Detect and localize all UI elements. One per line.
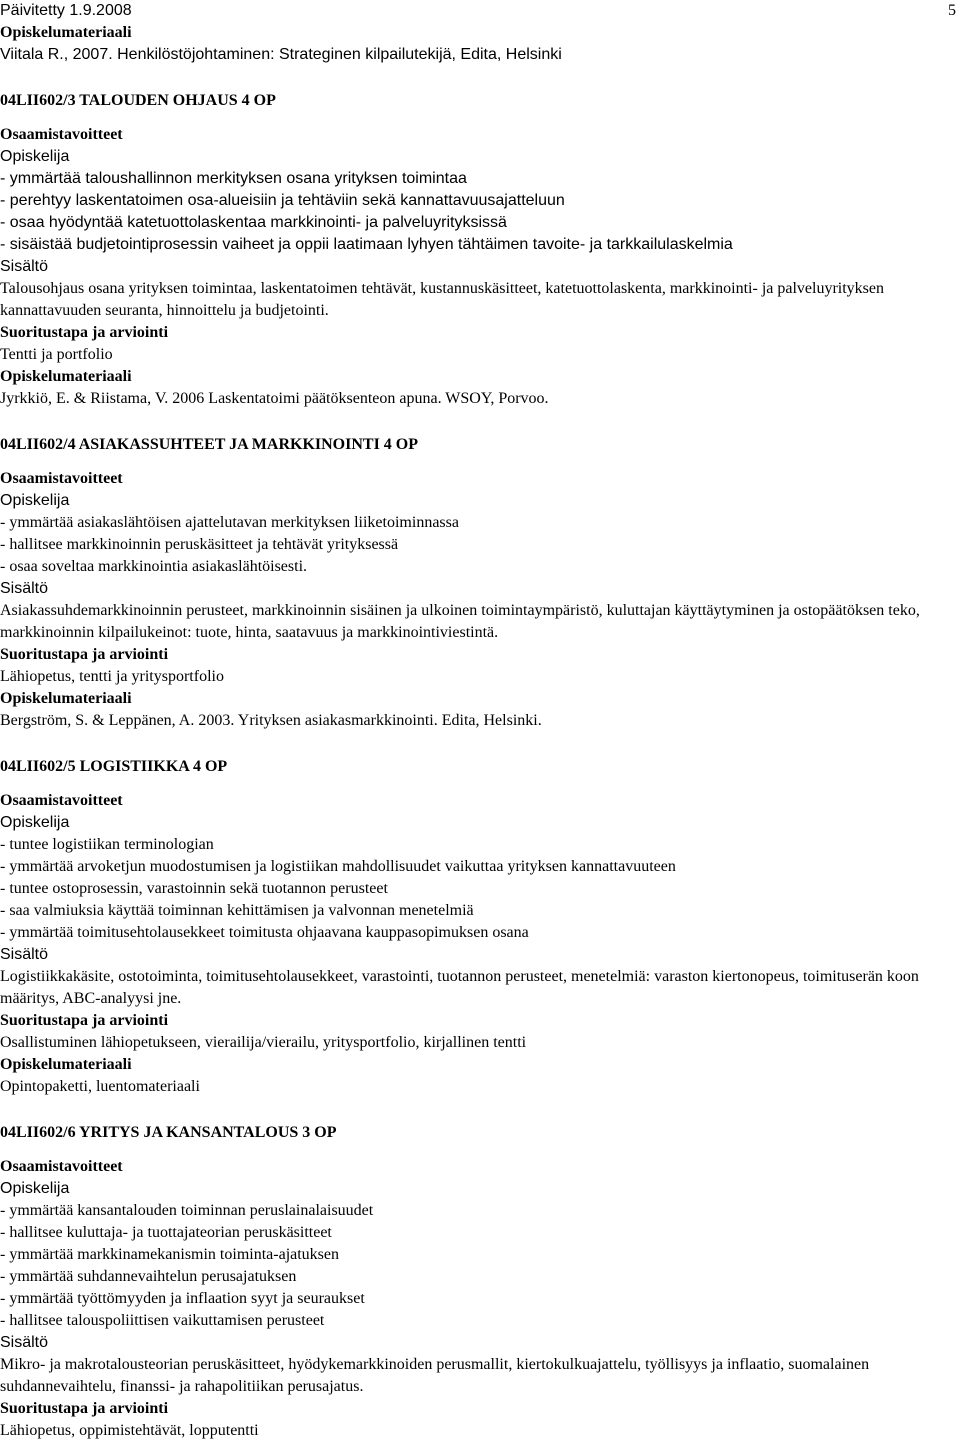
goals-list bbox=[0, 512, 960, 578]
goal-item: - hallitsee kuluttaja- ja tuottajateorian peruskäsitteet bbox=[0, 1224, 332, 1241]
material-label: Opiskelumateriaali bbox=[0, 1056, 132, 1073]
content-text: Logistiikkakäsite, ostotoiminta, toimitusehtolausekkeet, varastointi, tuotannon perusteet, menetelmiä: varaston kiertonopeus, toimituserän koon määritys, ABC-analyysi jne. bbox=[0, 968, 919, 1007]
course-section bbox=[0, 756, 960, 1098]
goal-item: - ymmärtää asiakaslähtöisen ajattelutavan merkityksen liiketoiminnassa bbox=[0, 514, 459, 531]
material-text: Jyrkkiö, E. & Riistama, V. 2006 Laskentatoimi päätöksenteon apuna. WSOY, Porvoo. bbox=[0, 390, 549, 407]
content-label: Sisältö bbox=[0, 580, 49, 597]
content-text: Asiakassuhdemarkkinoinnin perusteet, markkinoinnin sisäinen ja ulkoinen toimintaympäristö, kuluttajan käyttäytyminen ja ostopäätöksen teko, markkinoinnin kilpailukeinot: tuote, hinta, saatavuus ja markkinointiviestintä. bbox=[0, 602, 920, 641]
method-label: Suoritustapa ja arviointi bbox=[0, 1400, 169, 1417]
student-label: Opiskelija bbox=[0, 148, 70, 165]
content-label: Sisältö bbox=[0, 946, 49, 963]
goal-item: - ymmärtää kansantalouden toiminnan peruslainalaisuudet bbox=[0, 1202, 374, 1219]
goal-item: - sisäistää budjetointiprosessin vaiheet ja oppii laatimaan lyhyen tähtäimen tavoite- ja tarkkailulaskelmia bbox=[0, 236, 733, 253]
material-label: Opiskelumateriaali bbox=[0, 690, 132, 707]
goals-list bbox=[0, 168, 960, 256]
method-text: Lähiopetus, oppimistehtävät, lopputentti bbox=[0, 1422, 259, 1439]
course-title: 04LII602/3 TALOUDEN OHJAUS 4 OP bbox=[0, 92, 276, 109]
goal-item: - osaa soveltaa markkinointia asiakaslähtöisesti. bbox=[0, 558, 308, 575]
goal-item: - perehtyy laskentatoimen osa-alueisiin ja tehtäviin sekä kannattavuusajatteluun bbox=[0, 192, 565, 209]
goals-label: Osaamistavoitteet bbox=[0, 792, 123, 809]
updated-date: Päivitetty 1.9.2008 bbox=[0, 2, 132, 19]
course-title: 04LII602/5 LOGISTIIKKA 4 OP bbox=[0, 758, 228, 775]
course-title: 04LII602/6 YRITYS JA KANSANTALOUS 3 OP bbox=[0, 1124, 337, 1141]
method-text: Tentti ja portfolio bbox=[0, 346, 113, 363]
material-text: Bergström, S. & Leppänen, A. 2003. Yrityksen asiakasmarkkinointi. Edita, Helsinki. bbox=[0, 712, 542, 729]
page-number: 5 bbox=[948, 2, 956, 19]
material-text: Viitala R., 2007. Henkilöstöjohtaminen: Strateginen kilpailutekijä, Edita, Helsinki bbox=[0, 46, 562, 63]
goals-list bbox=[0, 834, 960, 944]
method-text: Osallistuminen lähiopetukseen, vierailija/vierailu, yritysportfolio, kirjallinen tentti bbox=[0, 1034, 527, 1051]
method-label: Suoritustapa ja arviointi bbox=[0, 646, 169, 663]
student-label: Opiskelija bbox=[0, 492, 70, 509]
student-label: Opiskelija bbox=[0, 814, 70, 831]
course-title: 04LII602/4 ASIAKASSUHTEET JA MARKKINOINTI 4 OP bbox=[0, 436, 419, 453]
content-text: Mikro- ja makrotalousteorian peruskäsitteet, hyödykemarkkinoiden perusmallit, kiertokulkuajattelu, työllisyys ja inflaatio, suomalainen suhdannevaihtelu, finanssi- ja rahapolitiikan perusajatus. bbox=[0, 1356, 870, 1395]
content-label: Sisältö bbox=[0, 258, 49, 275]
course-section bbox=[0, 1122, 960, 1442]
course-section bbox=[0, 434, 960, 732]
goal-item: - ymmärtää arvoketjun muodostumisen ja logistiikan mahdollisuudet vaikuttaa yrityksen kannattavuuteen bbox=[0, 858, 676, 875]
goal-item: - ymmärtää markkinamekanismin toiminta-ajatuksen bbox=[0, 1246, 340, 1263]
method-label: Suoritustapa ja arviointi bbox=[0, 324, 169, 341]
goal-item: - hallitsee talouspoliittisen vaikuttamisen perusteet bbox=[0, 1312, 325, 1329]
material-text: Opintopaketti, luentomateriaali bbox=[0, 1078, 200, 1095]
goals-list bbox=[0, 1200, 960, 1332]
goal-item: - tuntee logistiikan terminologian bbox=[0, 836, 214, 853]
goal-item: - tuntee ostoprosessin, varastoinnin sekä tuotannon perusteet bbox=[0, 880, 388, 897]
goal-item: - hallitsee markkinoinnin peruskäsitteet ja tehtävät yrityksessä bbox=[0, 536, 399, 553]
goal-item: - ymmärtää toimitusehtolausekkeet toimitusta ohjaavana kauppasopimuksen osana bbox=[0, 924, 529, 941]
method-label: Suoritustapa ja arviointi bbox=[0, 1012, 169, 1029]
student-label: Opiskelija bbox=[0, 1180, 70, 1197]
goal-item: - ymmärtää työttömyyden ja inflaation syyt ja seuraukset bbox=[0, 1290, 365, 1307]
goals-label: Osaamistavoitteet bbox=[0, 126, 123, 143]
goals-label: Osaamistavoitteet bbox=[0, 470, 123, 487]
goal-item: - osaa hyödyntää katetuottolaskentaa markkinointi- ja palveluyrityksissä bbox=[0, 214, 507, 231]
content-text: Talousohjaus osana yrityksen toimintaa, laskentatoimen tehtävät, kustannuskäsitteet, katetuottolaskenta, markkinointi- ja palveluyrityksen kannattavuuden seuranta, hinnoittelu ja budjetointi. bbox=[0, 280, 884, 319]
goals-label: Osaamistavoitteet bbox=[0, 1158, 123, 1175]
method-text: Lähiopetus, tentti ja yritysportfolio bbox=[0, 668, 224, 685]
content-label: Sisältö bbox=[0, 1334, 49, 1351]
goal-item: - ymmärtää taloushallinnon merkityksen osana yrityksen toimintaa bbox=[0, 170, 467, 187]
material-label: Opiskelumateriaali bbox=[0, 368, 132, 385]
material-label: Opiskelumateriaali bbox=[0, 24, 132, 41]
goal-item: - ymmärtää suhdannevaihtelun perusajatuksen bbox=[0, 1268, 297, 1285]
goal-item: - saa valmiuksia käyttää toiminnan kehittämisen ja valvonnan menetelmiä bbox=[0, 902, 474, 919]
course-section bbox=[0, 90, 960, 410]
